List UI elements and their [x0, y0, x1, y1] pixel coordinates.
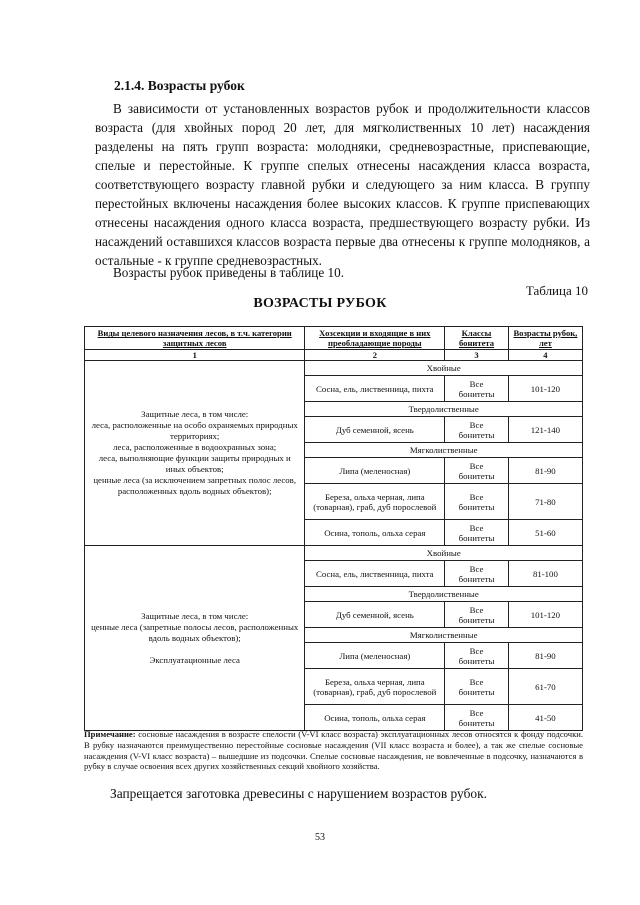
- species-cell: Сосна, ель, лиственница, пихта: [305, 561, 445, 587]
- section-heading: 2.1.4. Возрасты рубок: [114, 78, 245, 93]
- species-cell: Осина, тополь, ольха серая: [305, 520, 445, 546]
- cutting-age-cell: 101-120: [508, 376, 582, 402]
- header-bonitet: Классы бонитета: [445, 327, 509, 350]
- species-group-label: Твердолиственные: [305, 587, 583, 602]
- header-purpose: Виды целевого назначения лесов, в т.ч. категории защитных лесов: [85, 327, 305, 350]
- table-label: Таблица 10: [525, 283, 588, 298]
- species-cell: Береза, ольха черная, липа (товарная), граб, дуб порослевой: [305, 484, 445, 520]
- header-age: Возрасты рубок, лет: [508, 327, 582, 350]
- group-row: [85, 546, 583, 561]
- note-text: сосновые насаждения в возрасте спелости (V-VI класс возраста) эксплуатационных лесов относятся к фонду подсочки. В рубку назначаются преимущественно перестойные сосновые насаждения (VII класс возраста и более), а так же спелые сосновые насаждения (V-VI класс возраста) – вышедшие из подсочки. Спелые сосновые насаждения, не вовлеченные в подсочку, назначаются в рубку в случае освоения всех других хозяйственных секций хвойного хозяйства.: [84, 729, 583, 772]
- bonitet-cell: Все бонитеты: [445, 458, 509, 484]
- cutting-age-cell: 71-80: [508, 484, 582, 520]
- species-group-label: Мягколиственные: [305, 443, 583, 458]
- bonitet-cell: Все бонитеты: [445, 669, 509, 705]
- purpose-category-cell: Защитные леса, в том числе: ценные леса (запретные полосы лесов, расположенных вдоль водных объектов); Эксплуатационные леса: [85, 546, 305, 731]
- bonitet-cell: Все бонитеты: [445, 520, 509, 546]
- species-cell: Осина, тополь, ольха серая: [305, 705, 445, 731]
- final-statement: Запрещается заготовка древесины с нарушением возрастов рубок.: [110, 786, 487, 801]
- species-cell: Липа (меленосная): [305, 458, 445, 484]
- bonitet-cell: Все бонитеты: [445, 705, 509, 731]
- page-number: 53: [315, 832, 325, 843]
- species-cell: Дуб семенной, ясень: [305, 417, 445, 443]
- species-cell: Дуб семенной, ясень: [305, 602, 445, 628]
- col-number: 3: [445, 350, 509, 361]
- cutting-age-cell: 121-140: [508, 417, 582, 443]
- cutting-age-cell: 101-120: [508, 602, 582, 628]
- col-number: 4: [508, 350, 582, 361]
- table-note: [84, 729, 583, 772]
- col-number: 1: [85, 350, 305, 361]
- note-label: Примечание:: [84, 729, 136, 739]
- group-row: [85, 361, 583, 376]
- cutting-age-cell: 61-70: [508, 669, 582, 705]
- bonitet-cell: Все бонитеты: [445, 561, 509, 587]
- species-cell: Береза, ольха черная, липа (товарная), граб, дуб порослевой: [305, 669, 445, 705]
- bonitet-cell: Все бонитеты: [445, 643, 509, 669]
- bonitet-cell: Все бонитеты: [445, 602, 509, 628]
- species-group-label: Хвойные: [305, 546, 583, 561]
- column-number-row: [85, 350, 583, 361]
- table-body: [85, 361, 583, 731]
- cutting-ages-table: [84, 326, 583, 731]
- paragraph-age-groups: В зависимости от установленных возрастов рубок и продолжительности классов возраста (для хвойных пород 20 лет, для мягколиственных 10 лет) насаждения разделены на пять групп возраста: молодняки, средневозрастные, приспевающие, спелые и перестойные. К группе спелых отнесены насаждения класса возраста, соответствующего возрасту главной рубки и следующего за ним класса. В группу перестойных включены насаждения более высоких классов. К группе приспевающих отнесены насаждения одного класса возраста, предшествующего возрасту рубки. Из насаждений оставшихся классов возраста первые два отнесены к группе молодняков, а остальные - к группе средневозрастных.: [95, 101, 590, 268]
- bonitet-cell: Все бонитеты: [445, 376, 509, 402]
- cutting-age-cell: 51-60: [508, 520, 582, 546]
- purpose-category-cell: Защитные леса, в том числе: леса, расположенные на особо охраняемых природных территориях; леса, расположенные в водоохранных зона; леса, выполняющие функции защиты природных и иных объектов; ценные леса (за исключением запретных полос лесов, расположенных вдоль водных объектов);: [85, 361, 305, 546]
- species-cell: Липа (меленосная): [305, 643, 445, 669]
- cutting-age-cell: 81-100: [508, 561, 582, 587]
- paragraph-table-reference: Возрасты рубок приведены в таблице 10.: [113, 265, 344, 280]
- cutting-age-cell: 41-50: [508, 705, 582, 731]
- table-title: ВОЗРАСТЫ РУБОК: [253, 296, 387, 311]
- header-species: Хозсекции и входящие в них преобладающие породы: [305, 327, 445, 350]
- col-number: 2: [305, 350, 445, 361]
- table-header-row: [85, 327, 583, 350]
- species-group-label: Твердолиственные: [305, 402, 583, 417]
- bonitet-cell: Все бонитеты: [445, 417, 509, 443]
- species-group-label: Мягколиственные: [305, 628, 583, 643]
- bonitet-cell: Все бонитеты: [445, 484, 509, 520]
- cutting-age-cell: 81-90: [508, 643, 582, 669]
- species-cell: Сосна, ель, лиственница, пихта: [305, 376, 445, 402]
- cutting-age-cell: 81-90: [508, 458, 582, 484]
- species-group-label: Хвойные: [305, 361, 583, 376]
